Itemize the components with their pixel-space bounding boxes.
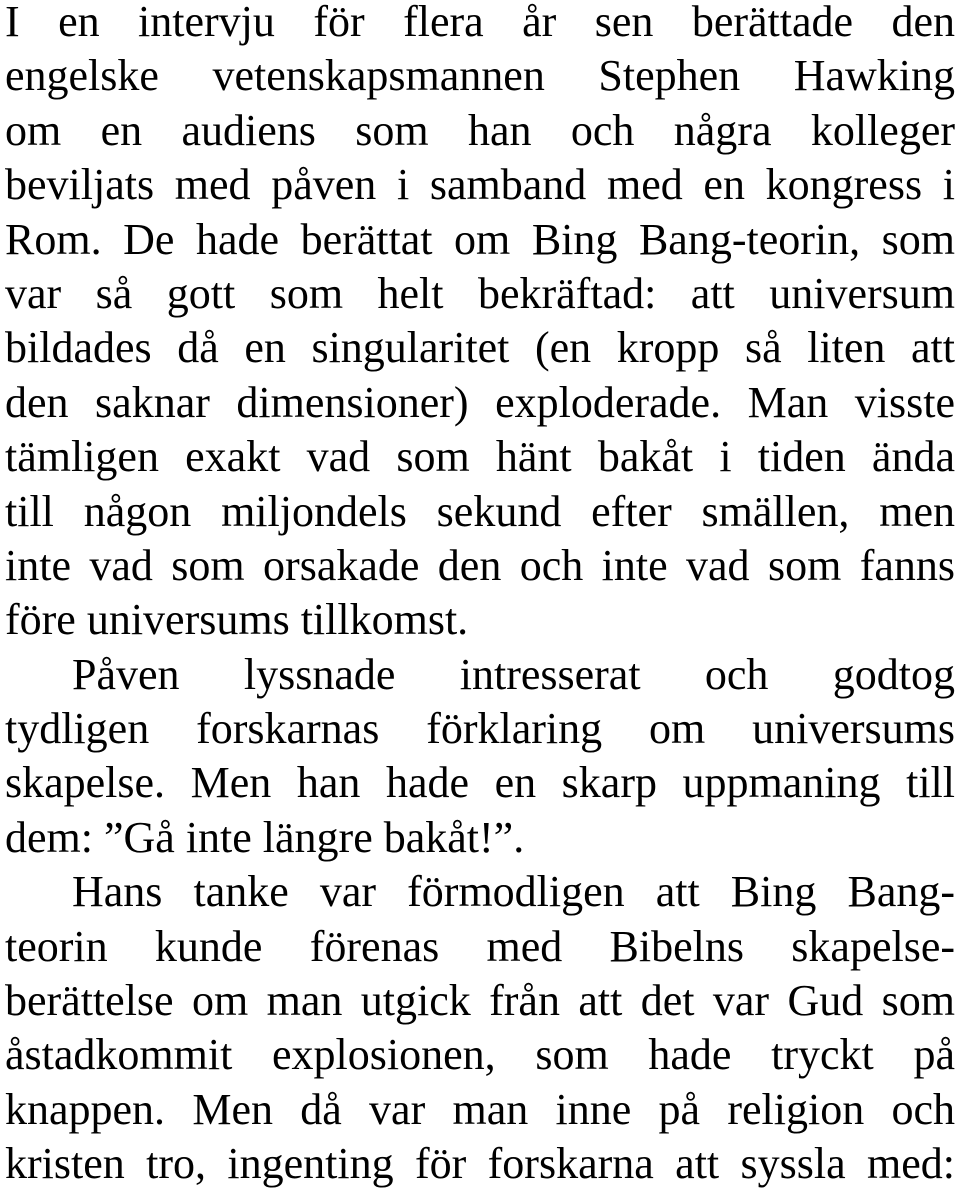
text-line: beviljats med påven i samband med en kongress i — [5, 160, 955, 210]
text-line: knappen. Men då var man inne på religion och — [5, 1084, 955, 1134]
text-line: tämligen exakt vad som hänt bakåt i tiden ända — [5, 432, 955, 482]
text-line: Påven lyssnade intresserat och godtog — [72, 649, 955, 699]
text-line: I en intervju för flera år sen berättade den — [5, 0, 955, 46]
text-line: till någon miljondels sekund efter smällen, men — [5, 486, 955, 536]
text-line: engelske vetenskapsmannen Stephen Hawking — [5, 51, 955, 101]
text-line: tydligen forskarnas förklaring om universums — [5, 704, 955, 754]
text-line: inte vad som orsakade den och inte vad som fanns — [5, 540, 955, 590]
text-line: Rom. De hade berättat om Bing Bang-teorin, som — [5, 214, 955, 264]
text-line: om en audiens som han och några kolleger — [5, 105, 955, 155]
text-line: dem: ”Gå inte längre bakåt!”. — [5, 812, 525, 862]
text-line: den saknar dimensioner) exploderade. Man visste — [5, 377, 955, 427]
text-line: före universums tillkomst. — [5, 595, 469, 645]
text-line: åstadkommit explosionen, som hade tryckt på — [5, 1030, 955, 1080]
text-line: berättelse om man utgick från att det var Gud som — [5, 976, 955, 1026]
text-line: var så gott som helt bekräftad: att universum — [5, 268, 955, 318]
text-line: teorin kunde förenas med Bibelns skapelse- — [5, 921, 955, 971]
text-line: Hans tanke var förmodligen att Bing Bang- — [72, 867, 955, 917]
text-line: kristen tro, ingenting för forskarna att syssla med: — [5, 1139, 955, 1189]
text-line: bildades då en singularitet (en kropp så liten att — [5, 323, 955, 373]
text-line: skapelse. Men han hade en skarp uppmaning till — [5, 758, 955, 808]
